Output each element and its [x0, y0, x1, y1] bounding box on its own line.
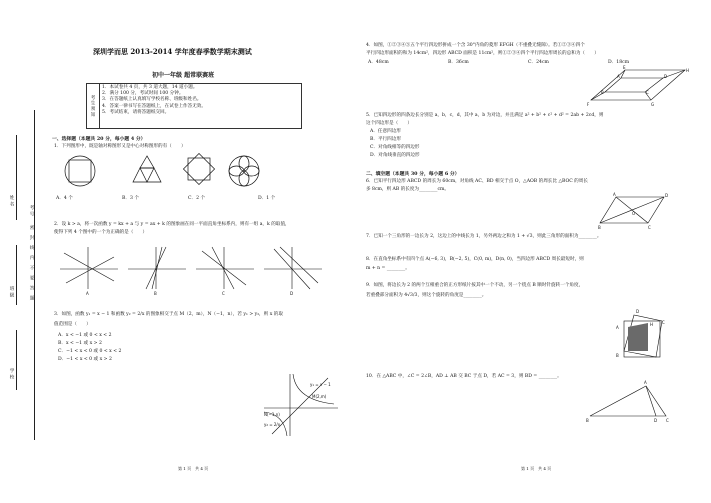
q9-label-c: C — [662, 320, 665, 325]
q3-graph — [262, 372, 342, 438]
q2-graph-label-c: C — [222, 291, 225, 296]
footer-left: 第 1 页 共 4 页 — [178, 466, 209, 471]
q1-figure-two-squares — [183, 153, 214, 184]
footer-right: 第 1 页 共 4 页 — [521, 466, 552, 471]
sidebar-label-school: 学校 — [9, 368, 14, 382]
q1-figure-petals — [229, 156, 259, 186]
notice-label: 考生须知 — [90, 94, 95, 118]
q1-option-d: D．1 个 — [258, 196, 276, 201]
notice-item-1: 1．本试卷共 4 页，共 3 道大题，14 道小题。 — [102, 85, 198, 90]
q8-line1: 8．在直角坐标系中有四个点 A(−6, 3)，B(−2, 5)，C(0, m)，D(n, 0)，当四边形 ABCD 周长最短时，则 — [366, 257, 584, 262]
q5-option-a: A．任意四边形 — [370, 129, 401, 134]
sidebar-label-name: 姓名 — [9, 195, 14, 209]
q10-label-d: D — [654, 418, 658, 423]
q1-figure-square-in-circle — [65, 156, 95, 186]
q1-figures — [62, 154, 252, 190]
q6-line1: 6．已知平行四边形 ABCD 的周长为 60cm，对角线 AC、BD 相交于点 O，△AOB 的周长比 △BOC 的周长 — [366, 179, 588, 184]
q10-label-b: B — [586, 418, 589, 423]
q2-graph-d — [264, 247, 322, 289]
q10-text: 10．在 △ABC 中，∠C = 2∠B，AD ⊥ AB 交 BC 于点 D，若 AC = 3，则 BD = ________。 — [366, 374, 562, 379]
q5-option-b: B．平行四边形 — [370, 137, 401, 142]
q4-option-c: C．24cm — [528, 60, 549, 65]
q4-label-c: C — [646, 90, 649, 95]
q1-option-c: C．2 个 — [188, 196, 206, 201]
q2-graph-label-d: D — [290, 291, 294, 296]
q3-label-n: N(−1,n) — [264, 412, 280, 417]
q4-label-g: G — [651, 102, 655, 107]
q2-graph-b — [128, 247, 186, 289]
q3-option-b: B．x < −1 或 x > 2 — [58, 341, 102, 346]
q3-label-m: M(2,m) — [312, 394, 327, 399]
page-title: 深圳学而思 2013-2014 学年度春季数学期末测试 — [93, 47, 252, 56]
sidebar-line-school — [16, 330, 17, 390]
notice-item-5: 5．考试结束，请将答题纸交回。 — [102, 109, 170, 115]
q4-label-h: H — [686, 68, 690, 73]
q4-option-b: B．36cm — [448, 60, 469, 65]
sidebar-line-class — [16, 245, 17, 305]
q1-option-b: B．3 个 — [122, 196, 139, 201]
q2-graph-label-a: A — [86, 291, 89, 296]
q3-option-d: D．−1 < x < 0 或 x > 2 — [58, 357, 112, 362]
q9-label-a: A — [616, 325, 619, 330]
q3-label-curve: y₂ = 2/x — [264, 422, 281, 427]
q9-overlap-region — [628, 323, 648, 351]
section1-heading: 一、选择题（本题共 20 分，每小题 4 分） — [52, 136, 146, 142]
q3-option-c: C．−1 < x < 0 或 0 < x < 2 — [58, 349, 122, 354]
q1-stem: 1．下列图形中，既是轴对称图形又是中心对称图形的有（ ） — [54, 144, 186, 149]
q9-label-b: B — [616, 353, 619, 358]
q2-graph-label-b: B — [154, 291, 157, 296]
q5-option-c: C．对角线相等的四边形 — [370, 145, 420, 150]
q3-option-a: A．x < −1 或 0 < x < 2 — [58, 333, 112, 338]
q4-label-e: E — [623, 65, 626, 70]
q9-label-h: H — [650, 322, 654, 327]
sidebar-label-class: 班级 — [9, 286, 14, 300]
q6-label-c: C — [648, 225, 651, 230]
q4-label-d: D — [664, 74, 668, 79]
q4-figure — [585, 66, 695, 106]
q3-line1: 3．如图，函数 y₁ = x − 1 和函数 y₂ = 2/x 的图象相交于点 M（2，m），N（−1，n），若 y₁ > y₂，则 x 的取 — [54, 312, 283, 317]
q4-label-b: B — [601, 90, 604, 95]
notice-item-3: 3．在答题纸上认真填写学校名称、班级和姓名。 — [102, 97, 202, 103]
q5-option-d: D．对角线垂直的四边形 — [370, 153, 420, 158]
q2-graphs — [58, 243, 328, 296]
q9-line2: 若重叠部分面积为 4√3/3，则这个旋转的角度是________。 — [366, 293, 487, 298]
q6-figure — [598, 193, 670, 229]
notice-item-4: 4．答案一律书写在答题纸上，在试卷上作答无效。 — [102, 103, 206, 109]
q6-label-b: B — [598, 225, 601, 230]
q4-label-f: F — [587, 102, 590, 107]
q1-option-a: A．4 个 — [56, 196, 73, 201]
q2-line2: 使得下列 4 个图中的一个为正确的是（ ） — [54, 230, 148, 235]
q2-graph-c — [196, 247, 254, 289]
sidebar-seal-line — [34, 110, 35, 440]
q2-graph-a — [60, 247, 118, 289]
q5-line1: 5．已知四边形的四条边长分别是 a，b，c，d，其中 a，b 为对边，并且满足 a² + b² + c² + d² = 2ab + 2cd，则 — [366, 113, 604, 118]
page-subtitle: 初中一年级 超常联赛班 — [152, 72, 215, 79]
notice-label-cell — [87, 84, 100, 129]
q1-figure-triangles — [133, 156, 161, 182]
q10-label-a: A — [644, 380, 647, 385]
q9-line1: 9．如图，将边长为 2 的两个互相重合的正方形纸片按其中一个不动，另一个绕点 B 顺时针旋转一个角度， — [366, 283, 584, 288]
q10-figure — [584, 380, 680, 426]
q4-line1: 4．如图，①②③④⑤五个平行四边形拼成一个含 30°内角的菱形 EFGH（不重叠无缝隙）。若①②③④四个 — [366, 43, 585, 48]
q6-line2: 多 8cm，则 AB 的长度为________cm。 — [366, 187, 449, 192]
q8-line2: m + n = ________。 — [366, 266, 410, 271]
notice-item-2: 2．满分 100 分，考试时间 100 分钟。 — [102, 91, 184, 97]
section2-heading: 二、填空题（本题共 30 分，每小题 6 分） — [366, 171, 460, 177]
sidebar-line-name — [16, 135, 17, 220]
q9-figure — [612, 307, 672, 363]
sidebar-seal-text: 密 封 线 内 不 要 答 题 — [29, 225, 34, 303]
q4-line2: 平行四边形面积的和为 14cm²，四边形 ABCD 面积是 11cm²，则①②③④四个平行四边形周长的总和为（ ） — [366, 51, 599, 56]
q5-line2: 这个四边形是（ ） — [366, 121, 412, 126]
q7-text: 7．已知一个三角形的一边长为 2，这边上的中线长为 1，另外两边之和为 1 + √3，则此三角形的面积为________。 — [366, 234, 602, 239]
q10-label-c: C — [666, 418, 669, 423]
sidebar-label-id: 考号 — [29, 205, 34, 219]
q3-label-line: y₁ = x − 1 — [310, 382, 331, 387]
q3-line2: 值范围是（ ） — [54, 322, 91, 327]
q4-label-a: A — [617, 74, 620, 79]
exam-notice-table — [86, 83, 302, 129]
q9-label-d: D — [636, 309, 640, 314]
q6-label-d: D — [665, 193, 669, 198]
notice-items-cell — [100, 84, 302, 129]
q4-option-a: A．48cm — [368, 60, 389, 65]
q6-label-a: A — [613, 192, 616, 197]
q2-line1: 2．设 k > a，将一次函数 y = kx + a 与 y = ax + k 的图象画在同一平面直角坐标系内，则有一组 a，k 的取值， — [54, 222, 290, 227]
q6-label-o: O — [632, 211, 636, 216]
q4-option-d: D．18cm — [608, 60, 630, 65]
